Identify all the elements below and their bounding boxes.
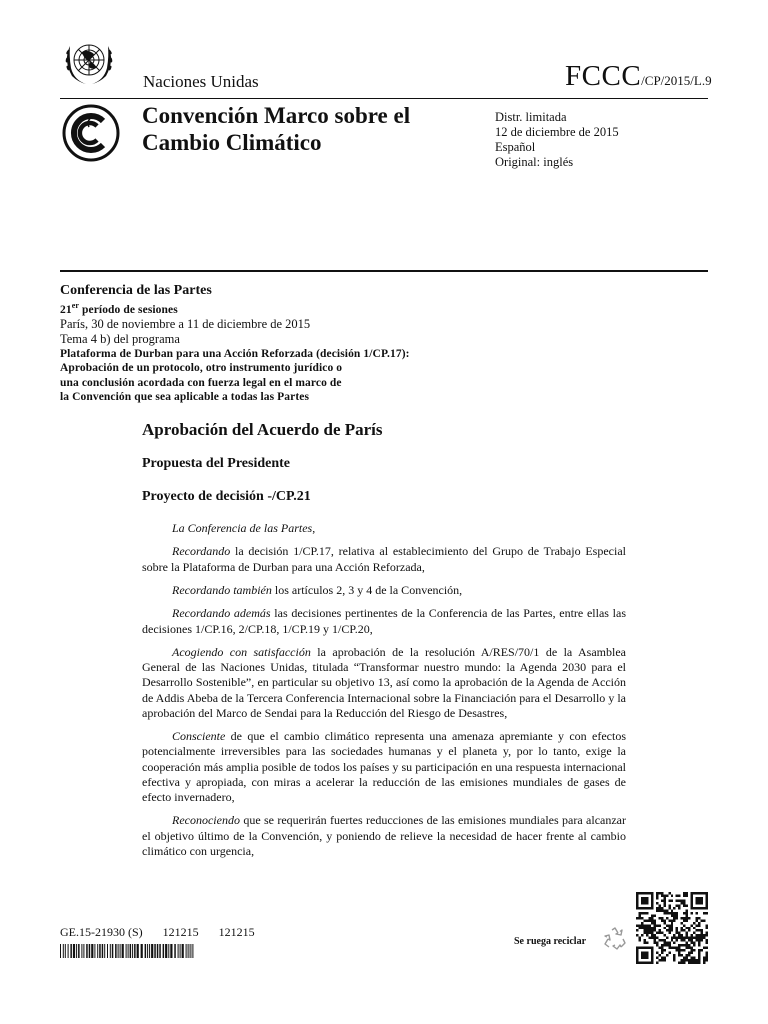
preamble-paragraph: Recordando además las decisiones pertinentes de la Conferencia de las Partes, entre ellas las decisiones 1/CP.16, 2/CP.18, 1/CP.19 y 1/CP.20, — [142, 606, 627, 636]
convention-title-line1: Convención Marco sobre el — [142, 103, 411, 128]
preamble-paragraph: Reconociendo que se requerirán fuertes reducciones de las emisiones mundiales para alcanzar el objetivo último de la Convención, y poniendo de relieve la necesidad de hacer frente al cambio climático con urgencia, — [142, 813, 626, 858]
recycle-icon — [603, 926, 627, 950]
convention-title-line2: Cambio Climático — [142, 130, 322, 155]
distribution-language: Español — [495, 140, 536, 154]
organization-name: Naciones Unidas — [143, 72, 259, 91]
document-title: Aprobación del Acuerdo de París — [142, 420, 383, 439]
agenda-title-line: la Convención que sea aplicable a todas las Partes — [60, 391, 310, 404]
recycle-text: Se ruega reciclar — [514, 936, 587, 947]
convention-title — [142, 102, 410, 156]
job-number-line — [60, 925, 255, 940]
session-place-dates: París, 30 de noviembre a 11 de diciembre de 2015 — [60, 317, 311, 332]
preamble-paragraph: Recordando la decisión 1/CP.17, relativa al establecimiento del Grupo de Trabajo Especial sobre la Plataforma de Durban para una Acción Reforzada, — [142, 544, 626, 574]
agenda-title-line: Plataforma de Durban para una Acción Reforzada (decisión 1/CP.17): — [60, 347, 410, 360]
preamble-paragraph: Consciente de que el cambio climático representa una amenaza apremiante y con efectos potencialmente irreversibles para las sociedades humanas y el planeta y, por lo tanto, exige la cooperación más amplia posible de todos los países y su participación en una respuesta internacional efectiva y apropiada, con miras a acelerar la reducción de las emisiones mundiales de gases de efecto invernadero, — [142, 729, 626, 804]
preamble-paragraph: La Conferencia de las Partes, — [172, 521, 316, 535]
distribution-original: Original: inglés — [495, 155, 574, 169]
un-emblem-icon — [60, 38, 118, 90]
agenda-title-line: Aprobación de un protocolo, otro instrumento jurídico o — [60, 362, 343, 375]
preamble-paragraph: Recordando también los artículos 2, 3 y 4 de la Convención, — [172, 582, 463, 597]
barcode-icon — [60, 944, 194, 958]
conference-name: Conferencia de las Partes — [60, 283, 212, 298]
symbol-main: FCCC — [565, 60, 642, 92]
agenda-title-line: una conclusión acordada con fuerza legal en el marco de — [60, 376, 342, 389]
session-block — [60, 282, 500, 405]
proposal-heading: Propuesta del Presidente — [142, 456, 291, 471]
distribution-date: 12 de diciembre de 2015 — [495, 125, 619, 139]
document-body — [142, 420, 626, 867]
document-symbol — [565, 60, 712, 93]
distribution-block — [495, 110, 619, 170]
draft-decision-heading: Proyecto de decisión -/CP.21 — [142, 489, 311, 504]
symbol-sub: /CP/2015/L.9 — [641, 73, 712, 88]
agenda-item: Tema 4 b) del programa — [60, 332, 180, 347]
section-rule — [60, 270, 708, 272]
distribution-status: Distr. limitada — [495, 110, 567, 124]
footer-date-1: 121215 — [162, 925, 199, 939]
qr-code-icon — [636, 892, 708, 964]
footer-date-2: 121215 — [218, 925, 255, 939]
header-rule — [60, 98, 708, 99]
preamble-paragraph: Acogiendo con satisfacción la aprobación de la resolución A/RES/70/1 de la Asamblea General de las Naciones Unidas, titulada “Transformar nuestro mundo: la Agenda 2030 para el Desarrollo Sostenible”, en particular su objetivo 13, así como la aprobación de la Agenda de Acción de Addis Abeba de la Tercera Conferencia Internacional sobre la Financiación para el Desarrollo y la aprobación del Marco de Sendai para la Reducción del Riesgo de Desastres, — [142, 644, 626, 720]
unfccc-logo-icon — [62, 104, 120, 162]
job-number: GE.15-21930 (S) — [60, 925, 143, 939]
session-number: 21er período de sesiones — [60, 301, 178, 316]
